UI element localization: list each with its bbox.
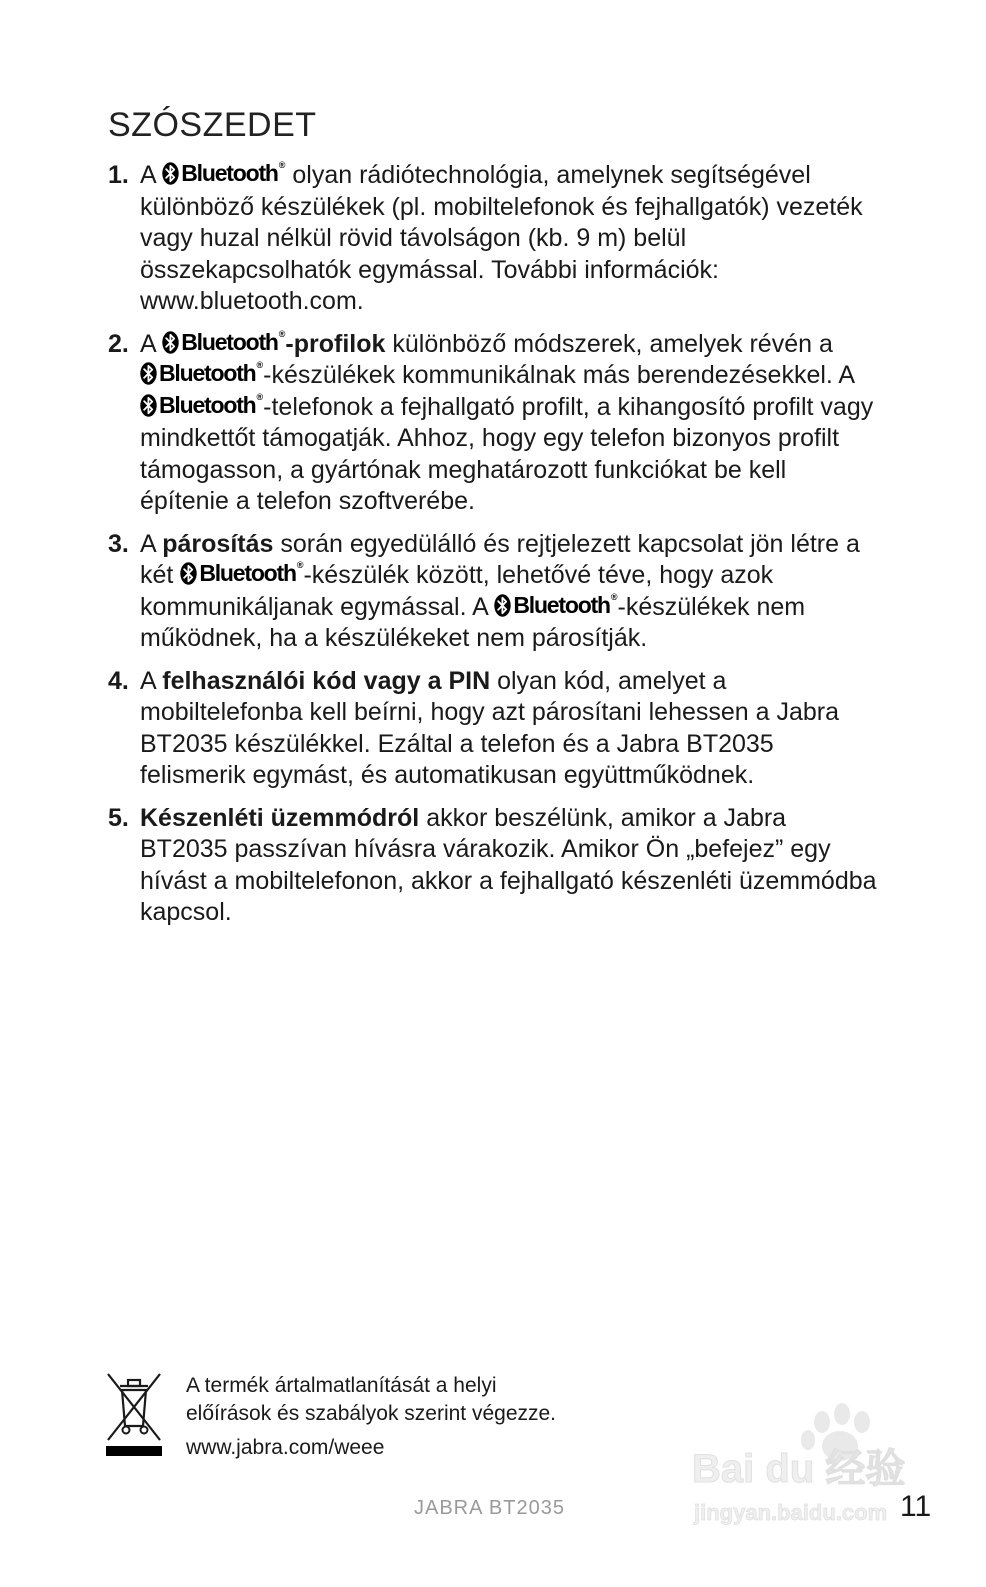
bluetooth-wordmark: Bluetooth <box>181 160 278 186</box>
bluetooth-icon <box>140 362 157 385</box>
item-text: akkor beszélünk, amikor a Jabra BT2035 passzívan hívásra várakozik. Amikor Ön „befejez” egy hívást a mobiltelefonon, akkor a fejhallgató készenléti üzemmódba kapcsol. <box>140 803 877 926</box>
watermark-logo: Bai du 经验 <box>692 1447 906 1491</box>
item-number: 5. <box>108 803 129 832</box>
baidu-jingyan-watermark <box>690 1400 920 1530</box>
footer-brand: JABRA BT2035 <box>414 1497 565 1519</box>
item-text: -telefonok a fejhallgató profilt, a kihangosító profilt vagy mindkettőt támogatják. Ahhoz, hogy egy telefon bizonyos profilt támogasson, a gyártónak meghatározott funkciókat be kell építenie a telefon szoftverébe. <box>140 392 874 515</box>
bluetooth-logo <box>162 162 285 185</box>
bluetooth-logo <box>140 362 263 385</box>
item-term: -profilok <box>285 329 386 358</box>
item-text: során egyedülálló és rejtjelezett kapcsolat jön létre a két <box>140 529 860 589</box>
item-number: 2. <box>108 329 129 358</box>
item-lead: A <box>140 161 156 189</box>
glossary-item-1 <box>108 160 878 318</box>
item-lead: A <box>140 529 156 558</box>
glossary-item-5 <box>108 803 878 929</box>
bluetooth-wordmark: Bluetooth <box>181 328 278 355</box>
weee-url: www.jabra.com/weee <box>186 1436 385 1459</box>
item-term: párosítás <box>162 529 274 558</box>
weee-crossed-bin-icon <box>106 1370 162 1458</box>
registered-mark: ® <box>278 160 286 170</box>
bluetooth-logo <box>180 562 303 585</box>
item-term: felhasználói kód vagy a PIN <box>162 666 491 695</box>
item-lead: A <box>140 666 156 695</box>
glossary-list <box>108 160 878 940</box>
glossary-item-2 <box>108 329 878 518</box>
registered-mark: ® <box>610 591 618 602</box>
bluetooth-icon <box>180 562 197 585</box>
weee-line-2: előírások és szabályok szerint végezze. <box>186 1402 557 1425</box>
registered-mark: ® <box>256 391 264 402</box>
glossary-item-4 <box>108 666 878 792</box>
page-number: 11 <box>900 1490 932 1523</box>
item-term: Készenléti üzemmódról <box>140 803 420 832</box>
item-text: -készülék között, lehetővé téve, hogy azok kommunikáljanak egymással. A <box>140 561 774 621</box>
bluetooth-icon <box>162 331 179 354</box>
weee-line-1: A termék ártalmatlanítását a helyi <box>186 1374 497 1397</box>
item-text: -készülékek kommunikálnak más berendezésekkel. A <box>263 361 854 389</box>
bluetooth-wordmark: Bluetooth <box>513 591 610 618</box>
item-text: olyan rádiótechnológia, amelynek segítségével különböző készülékek (pl. mobiltelefonok és fejhallgatók) vezeték vagy huzal nélkül rövid távolságon (kb. 9 m) belül összekapcsolhatók egymással. További információk: www.bluetooth.com. <box>140 161 863 315</box>
item-text: olyan kód, amelyet a mobiltelefonba kell beírni, hogy azt párosítani lehessen a Jabra BT2035 készülékkel. Ezáltal a telefon és a Jabra BT2035 felismerik egymást, és automatikusan együttműködnek. <box>140 666 840 789</box>
registered-mark: ® <box>296 560 304 570</box>
item-text: különböző módszerek, amelyek révén a <box>392 329 833 358</box>
registered-mark: ® <box>278 328 286 339</box>
item-lead: A <box>140 329 156 358</box>
bluetooth-wordmark: Bluetooth <box>159 360 256 386</box>
item-number: 1. <box>108 161 129 189</box>
bluetooth-logo <box>162 328 286 355</box>
bluetooth-wordmark: Bluetooth <box>159 391 256 418</box>
watermark-url: jingyan.baidu.com <box>694 1500 888 1525</box>
item-text: -készülékek nem működnek, ha a készülékeket nem párosítják. <box>140 592 806 652</box>
registered-mark: ® <box>256 360 264 370</box>
bluetooth-wordmark: Bluetooth <box>199 560 296 586</box>
bluetooth-logo <box>494 591 618 618</box>
item-number: 3. <box>108 529 129 558</box>
bluetooth-icon <box>162 162 179 185</box>
weee-disposal-notice <box>186 1372 556 1428</box>
item-number: 4. <box>108 666 129 695</box>
bluetooth-logo <box>140 391 264 418</box>
bluetooth-icon <box>494 594 511 617</box>
page-title: SZÓSZEDET <box>108 106 317 144</box>
bluetooth-icon <box>140 394 157 417</box>
glossary-item-3 <box>108 529 878 655</box>
